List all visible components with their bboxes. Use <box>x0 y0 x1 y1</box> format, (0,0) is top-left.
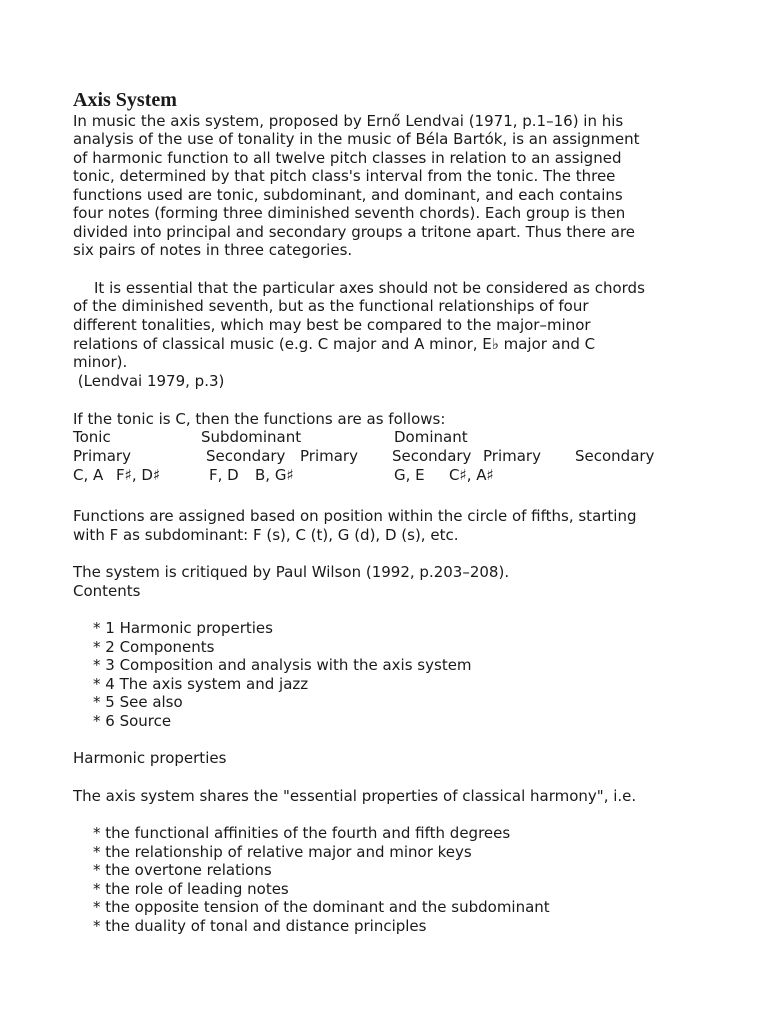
contents-heading: Contents <box>73 582 141 600</box>
tonic-primary-label: Primary <box>73 447 131 465</box>
intro-line: tonic, determined by that pitch class's interval from the tonic. The three <box>73 167 616 185</box>
contents-item[interactable]: * 3 Composition and analysis with the axis system <box>93 656 472 674</box>
critique-text: The system is critiqued by Paul Wilson (1992, p.203–208). <box>73 563 510 581</box>
intro-line: six pairs of notes in three categories. <box>73 241 353 259</box>
contents-item[interactable]: * 2 Components <box>93 638 215 656</box>
intro-line: divided into principal and secondary groups a tritone apart. Thus there are <box>73 223 636 241</box>
quote-line: different tonalities, which may best be compared to the major–minor <box>73 316 591 334</box>
intro-line: of harmonic function to all twelve pitch classes in relation to an assigned <box>73 149 622 167</box>
contents-item[interactable]: * 5 See also <box>93 693 183 711</box>
dominant-primary-notes: G, E <box>394 466 425 484</box>
harmonic-item: * the duality of tonal and distance principles <box>93 917 427 935</box>
harmonic-item: * the overtone relations <box>93 861 272 879</box>
harmonic-item: * the relationship of relative major and minor keys <box>93 843 472 861</box>
dominant-secondary-notes: C♯, A♯ <box>449 466 494 484</box>
harmonic-item: * the functional affinities of the fourth and fifth degrees <box>93 824 511 842</box>
subdominant-primary-label: Primary <box>300 447 358 465</box>
quote-line: of the diminished seventh, but as the functional relationships of four <box>73 297 589 315</box>
tonic-secondary-notes: F♯, D♯ <box>116 466 161 484</box>
harmonic-intro: The axis system shares the "essential properties of classical harmony", i.e. <box>73 787 637 805</box>
contents-item[interactable]: * 1 Harmonic properties <box>93 619 273 637</box>
dominant-primary-label: Primary <box>483 447 541 465</box>
subdominant-secondary-label: Secondary <box>392 447 472 465</box>
intro-line: functions used are tonic, subdominant, and dominant, and each contains <box>73 186 623 204</box>
contents-item[interactable]: * 6 Source <box>93 712 172 730</box>
dominant-secondary-label: Secondary <box>575 447 655 465</box>
intro-line: In music the axis system, proposed by Ernő Lendvai (1971, p.1–16) in his <box>73 112 624 130</box>
contents-item[interactable]: * 4 The axis system and jazz <box>93 675 309 693</box>
quote-citation: (Lendvai 1979, p.3) <box>73 372 225 390</box>
fifths-line: with F as subdominant: F (s), C (t), G (d), D (s), etc. <box>73 526 459 544</box>
tonic-secondary-label: Secondary <box>206 447 286 465</box>
subdominant-primary-notes: F, D <box>209 466 239 484</box>
tonic-primary-notes: C, A <box>73 466 104 484</box>
subdominant-secondary-notes: B, G♯ <box>255 466 294 484</box>
section-heading: Harmonic properties <box>73 749 227 767</box>
dominant-header: Dominant <box>394 428 468 446</box>
tonic-header: Tonic <box>73 428 111 446</box>
subdominant-header: Subdominant <box>201 428 302 446</box>
intro-line: four notes (forming three diminished seventh chords). Each group is then <box>73 204 626 222</box>
harmonic-item: * the opposite tension of the dominant and the subdominant <box>93 898 550 916</box>
intro-line: analysis of the use of tonality in the music of Béla Bartók, is an assignment <box>73 130 640 148</box>
page-title: Axis System <box>73 89 177 111</box>
quote-line: relations of classical music (e.g. C major and A minor, E♭ major and C <box>73 335 596 353</box>
harmonic-item: * the role of leading notes <box>93 880 289 898</box>
functions-intro: If the tonic is C, then the functions are as follows: <box>73 410 446 428</box>
fifths-line: Functions are assigned based on position within the circle of fifths, starting <box>73 507 637 525</box>
quote-line: minor). <box>73 353 128 371</box>
quote-line: It is essential that the particular axes should not be considered as chords <box>94 279 645 297</box>
